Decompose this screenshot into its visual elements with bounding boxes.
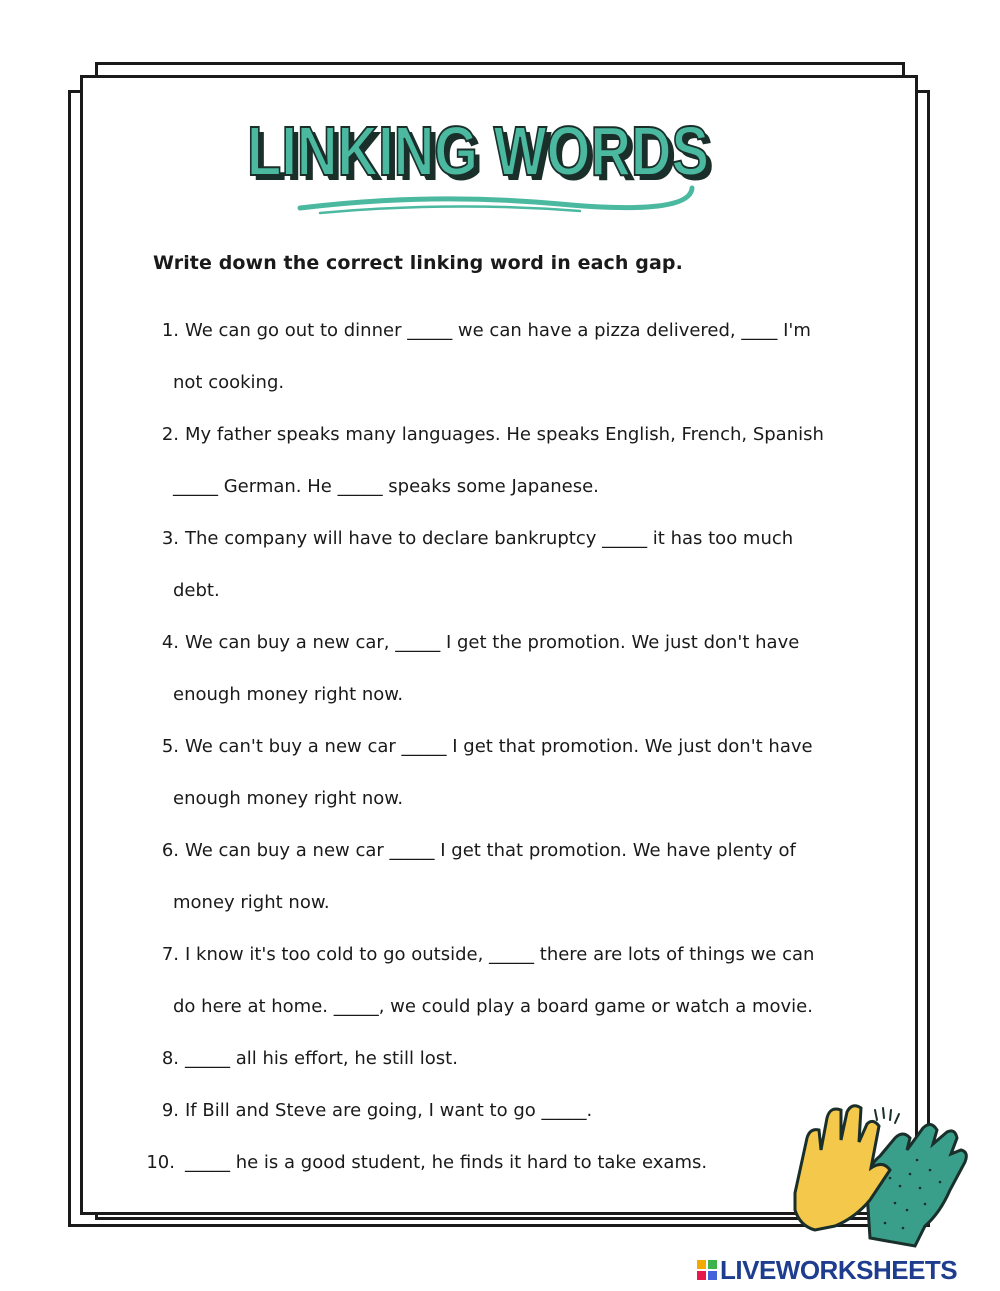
worksheet-title: [230, 100, 730, 225]
question-number: 6.: [161, 840, 179, 861]
brand-name: LIVEWORKSHEETS: [720, 1254, 958, 1285]
question-item: [145, 721, 865, 825]
question-item: [145, 409, 865, 513]
question-number: 1.: [161, 320, 179, 341]
title-shadow: LINKING WORDS: [252, 117, 714, 195]
question-text: _____ all his effort, he still lost.: [185, 1048, 458, 1069]
question-text: If Bill and Steve are going, I want to go _____.: [185, 1100, 593, 1121]
question-number: 5.: [161, 736, 179, 757]
question-number: 8.: [161, 1048, 179, 1069]
question-text: We can buy a new car _____ I get that promotion. We have plenty of: [185, 840, 796, 861]
question-text-continued: enough money right now.: [173, 788, 404, 809]
question-item: [145, 513, 865, 617]
question-item: [145, 1085, 865, 1137]
question-text-continued: enough money right now.: [173, 684, 404, 705]
question-item: [145, 617, 865, 721]
question-item: [145, 929, 865, 1033]
exercise-list: [145, 305, 865, 1189]
liveworksheets-logo-icon: [697, 1260, 717, 1280]
liveworksheets-brand: [697, 1255, 957, 1285]
question-item: [145, 1033, 865, 1085]
high-five-hands-illustration: [775, 1098, 970, 1248]
title-underline-swoosh-thin: [320, 206, 580, 213]
question-text: We can buy a new car, _____ I get the promotion. We just don't have: [185, 632, 800, 653]
question-text: We can go out to dinner _____ we can have a pizza delivered, ____ I'm: [185, 320, 811, 341]
question-text-continued: not cooking.: [173, 372, 285, 393]
logo-square: [708, 1271, 717, 1280]
motion-lines: [875, 1108, 899, 1123]
question-text-continued: money right now.: [173, 892, 330, 913]
question-number: 9.: [161, 1100, 179, 1121]
question-text: We can't buy a new car _____ I get that promotion. We just don't have: [185, 736, 813, 757]
logo-square: [708, 1260, 717, 1269]
question-text-continued: do here at home. _____, we could play a board game or watch a movie.: [173, 996, 813, 1017]
question-item: [145, 305, 865, 409]
question-item: [145, 825, 865, 929]
instruction-text: Write down the correct linking word in each gap.: [153, 252, 683, 274]
question-text-continued: _____ German. He _____ speaks some Japanese.: [173, 476, 599, 497]
question-number: 2.: [161, 424, 179, 445]
question-number: 10.: [146, 1152, 175, 1173]
question-text-continued: debt.: [173, 580, 220, 601]
question-item: [145, 1137, 865, 1189]
question-text: _____ he is a good student, he finds it hard to take exams.: [185, 1152, 708, 1173]
logo-square: [697, 1260, 706, 1269]
teal-hand: [867, 1124, 967, 1246]
title-text: LINKING WORDS: [247, 112, 709, 190]
question-number: 4.: [161, 632, 179, 653]
question-number: 7.: [161, 944, 179, 965]
question-text: My father speaks many languages. He speaks English, French, Spanish: [185, 424, 824, 445]
question-text: The company will have to declare bankruptcy _____ it has too much: [185, 528, 794, 549]
question-text: I know it's too cold to go outside, _____ there are lots of things we can: [185, 944, 815, 965]
logo-square: [697, 1271, 706, 1280]
question-number: 3.: [161, 528, 179, 549]
